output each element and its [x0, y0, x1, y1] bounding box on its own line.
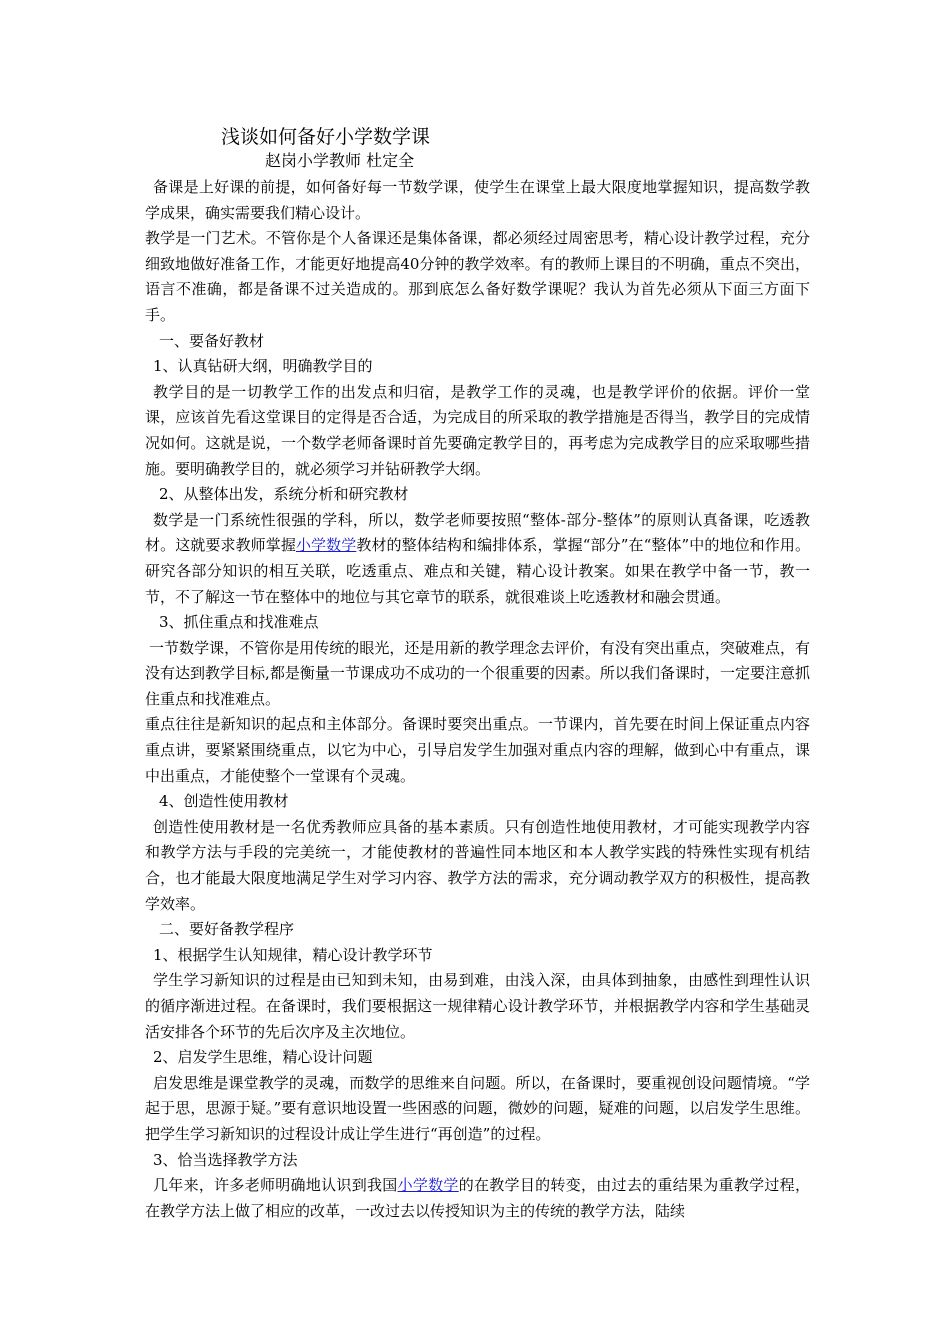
paragraph-text: 几年来，许多老师明确地认识到我国 [153, 1176, 398, 1195]
paragraph [145, 1173, 810, 1224]
paragraph: 教学是一门艺术。不管你是个人备课还是集体备课，都必须经过周密思考，精心设计教学过程，充分细致地做好准备工作，才能更好地提高40分钟的教学效率。有的教师上课目的不明确，重点不突出，语言不准确，都是备课不过关造成的。那到底怎么备好数学课呢？我认为首先必须从下面三方面下手。 [145, 229, 810, 324]
math-link[interactable]: 小学数学 [397, 1176, 459, 1195]
paragraph: 启发思维是课堂教学的灵魂，而数学的思维来自问题。所以，在备课时，要重视创设问题情境。“学起于思，思源于疑。”要有意识地设置一些困惑的问题，微妙的问题，疑难的问题，以启发学生思维。把学生学习新知识的过程设计成让学生进行“再创造”的过程。 [145, 1073, 810, 1143]
paragraph-text: 数学是一门系统性很强的学科，所以，数学老师要按照“整体-部分-整体”的原则认真备课，吃透教材。这就要求教师掌握 [145, 510, 810, 555]
paragraph: 重点往往是新知识的起点和主体部分。备课时要突出重点。一节课内，首先要在时间上保证重点内容重点讲，要紧紧围绕重点，以它为中心，引导启发学生加强对重点内容的理解，做到心中有重点，课中出重点，才能使整个一堂课有个灵魂。 [145, 715, 810, 785]
subsection-heading: 2、启发学生思维，精心设计问题 [153, 1048, 373, 1067]
subsection-heading: 2、从整体出发，系统分析和研究教材 [159, 485, 409, 504]
paragraph: 学生学习新知识的过程是由已知到未知，由易到难，由浅入深，由具体到抽象，由感性到理性认识的循序渐进过程。在备课时，我们要根据这一规律精心设计教学环节，并根据教学内容和学生基础灵活安排各个环节的先后次序及主次地位。 [145, 971, 810, 1041]
paragraph: 一节数学课，不管你是用传统的眼光，还是用新的教学理念去评价，有没有突出重点，突破难点，有没有达到教学目标,都是衡量一节课成功不成功的一个很重要的因素。所以我们备课时，一定要注意抓住重点和找准难点。 [145, 638, 810, 708]
paragraph-text: 的在教学目的转变，由过去的重结果为重教学过程，在教学方法上做了相应的改革，一改过去以传授知识为主的传统的教学方法，陆续 [145, 1176, 810, 1220]
subsection-heading: 4、创造性使用教材 [159, 792, 289, 811]
paragraph: 创造性使用教材是一名优秀教师应具备的基本素质。只有创造性地使用教材，才可能实现教学内容和教学方法与手段的完美统一，才能使教材的普遍性同本地区和本人教学实践的特殊性实现有机结合，也才能最大限度地满足学生对学习内容、教学方法的需求，充分调动教学双方的积极性，提高教学效率。 [145, 817, 810, 913]
document-title: 浅谈如何备好小学数学课 [221, 126, 431, 148]
paragraph [145, 508, 810, 610]
math-link[interactable]: 小学数学 [295, 536, 357, 555]
paragraph-text: 教材的整体结构和编排体系，掌握“部分”在“整体”中的地位和作用。研究各部分知识的相互关联，吃透重点、难点和关键，精心设计教案。如果在教学中备一节，教一节，不了解这一节在整体中的地位与其它章节的联系，就很难谈上吃透教材和融会贯通。 [145, 536, 810, 606]
section-heading: 一、要备好教材 [159, 331, 265, 350]
paragraph: 教学目的是一切教学工作的出发点和归宿，是教学工作的灵魂，也是教学评价的依据。评价一堂课，应该首先看这堂课目的定得是否合适，为完成目的所采取的教学措施是否得当，教学目的完成情况如何。这就是说，一个数学老师备课时首先要确定教学目的，再考虑为完成教学目的应采取哪些措施。要明确教学目的，就必须学习并钻研教学大纲。 [145, 382, 810, 478]
document-body [145, 175, 810, 1224]
author-line: 赵岗小学教师 杜定全 [265, 151, 415, 170]
subsection-heading: 1、根据学生认知规律，精心设计教学环节 [153, 945, 433, 964]
subsection-heading: 3、抓住重点和找准难点 [159, 613, 319, 632]
subsection-heading: 3、恰当选择教学方法 [153, 1150, 298, 1169]
paragraph: 备课是上好课的前提，如何备好每一节数学课，使学生在课堂上最大限度地掌握知识，提高数学教学成果，确实需要我们精心设计。 [145, 178, 810, 222]
section-heading: 二、要好备教学程序 [159, 920, 295, 939]
subsection-heading: 1、认真钻研大纲，明确教学目的 [153, 357, 373, 376]
